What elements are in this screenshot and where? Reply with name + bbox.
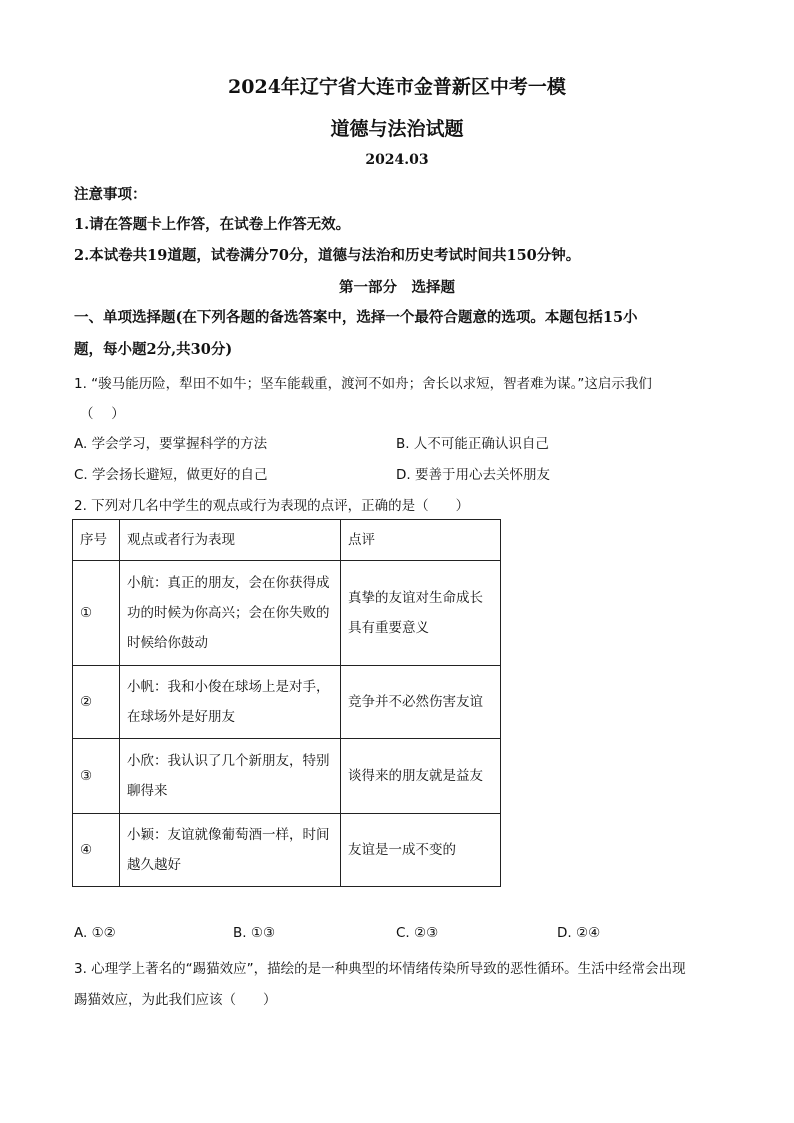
section-heading-line1: 一、单项选择题(在下列各题的备选答案中，选择一个最符合题意的选项。本题包括15小: [74, 309, 638, 326]
question-2-option-c: C. ②③: [396, 925, 439, 941]
question-2-option-a: A. ①②: [74, 925, 116, 941]
section-heading-line2: 题，每小题2分,共30分): [74, 341, 233, 358]
row-comment: 谈得来的朋友就是益友: [341, 739, 501, 814]
row-comment: 竞争并不必然伤害友谊: [341, 666, 501, 739]
question-1-option-a: A. 学会学习，要掌握科学的方法: [74, 436, 268, 452]
exam-date: 2024.03: [365, 152, 429, 168]
question-1-stem: 1. “骏马能历险，犁田不如牛；坚车能载重，渡河不如舟；舍长以求短，智者难为谋。”这启示我们: [74, 376, 652, 392]
row-number: ④: [73, 814, 120, 887]
question-1-blank: （ ）: [80, 406, 125, 422]
row-comment: 友谊是一成不变的: [341, 814, 501, 887]
row-number: ③: [73, 739, 120, 814]
exam-title: 2024年辽宁省大连市金普新区中考一模: [228, 76, 566, 98]
row-view: 小航：真正的朋友，会在你获得成 功的时候为你高兴；会在你失败的 时候给你鼓动: [120, 561, 341, 666]
header-comment: 点评: [341, 520, 501, 561]
row-view: 小帆：我和小俊在球场上是对手， 在球场外是好朋友: [120, 666, 341, 739]
row-view: 小欣：我认识了几个新朋友，特别 聊得来: [120, 739, 341, 814]
row-number: ①: [73, 561, 120, 666]
question-2-table: [72, 519, 501, 887]
question-1-option-d: D. 要善于用心去关怀朋友: [396, 467, 550, 483]
row-number: ②: [73, 666, 120, 739]
row-comment: 真挚的友谊对生命成长 具有重要意义: [341, 561, 501, 666]
exam-subtitle: 道德与法治试题: [330, 118, 464, 140]
table-row: [73, 814, 501, 887]
table-row: [73, 561, 501, 666]
header-number: 序号: [73, 520, 120, 561]
question-2-option-d: D. ②④: [557, 925, 601, 941]
notes-heading: 注意事项：: [74, 186, 147, 203]
row-view: 小颖：友谊就像葡萄酒一样，时间 越久越好: [120, 814, 341, 887]
part-heading: 第一部分 选择题: [339, 279, 455, 296]
question-2-stem: 2. 下列对几名中学生的观点或行为表现的点评，正确的是（ ）: [74, 498, 470, 514]
table-row: [73, 666, 501, 739]
note-item-1: 1.请在答题卡上作答，在试卷上作答无效。: [74, 216, 351, 233]
table-row: [73, 739, 501, 814]
question-3-stem-line1: 3. 心理学上著名的“踢猫效应”，描绘的是一种典型的坏情绪传染所导致的恶性循环。生活中经常会出现: [74, 961, 686, 977]
header-view: 观点或者行为表现: [120, 520, 341, 561]
question-3-stem-line2: 踢猫效应，为此我们应该（ ）: [74, 992, 277, 1008]
note-item-2: 2.本试卷共19道题，试卷满分70分，道德与法治和历史考试时间共150分钟。: [74, 247, 581, 264]
table-header-row: [73, 520, 501, 561]
question-2-option-b: B. ①③: [233, 925, 276, 941]
question-1-option-c: C. 学会扬长避短，做更好的自己: [74, 467, 268, 483]
question-1-option-b: B. 人不可能正确认识自己: [396, 436, 549, 452]
